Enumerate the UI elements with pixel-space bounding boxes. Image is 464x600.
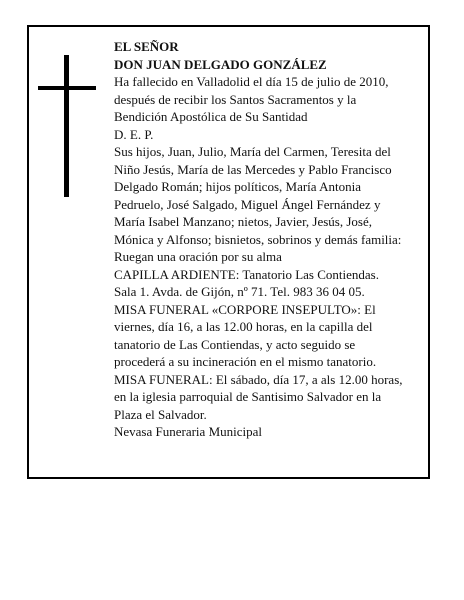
funeral-mass-line: procederá a su incineración en el mismo tanatorio. (114, 354, 377, 369)
deceased-name: DON JUAN DELGADO GONZÁLEZ (114, 56, 327, 72)
notice-line: Sus hijos, Juan, Julio, María del Carmen, Teresita del (114, 144, 391, 159)
chapel-info-line: Sala 1. Avda. de Gijón, nº 71. Tel. 983 36 04 05. (114, 284, 365, 299)
funeral-home-line: Nevasa Funeraria Municipal (114, 424, 263, 439)
chapel-info-line: CAPILLA ARDIENTE: Tanatorio Las Contiendas. (114, 266, 379, 282)
second-mass-line: Plaza el Salvador. (114, 406, 207, 422)
notice-line: después de recibir los Santos Sacramentos y la (114, 91, 357, 107)
cross-icon (64, 55, 69, 197)
notice-line: Niño Jesús, María de las Mercedes y Pablo Francisco (114, 161, 392, 177)
notice-line: Pedruelo, José Salgado, Miguel Ángel Fernández y (114, 196, 381, 212)
notice-line: Ruegan una oración por su alma (114, 249, 282, 264)
funeral-mass-line: tanatorio de Las Contiendas, y acto seguido se (114, 336, 356, 352)
cross-icon-crossbar (38, 86, 96, 90)
notice-line: Ha fallecido en Valladolid el día 15 de julio de 2010, (114, 74, 389, 89)
obituary-text (114, 38, 426, 441)
second-mass-line: MISA FUNERAL: El sábado, día 17, a als 12.00 horas, (114, 371, 403, 387)
notice-line: Mónica y Alfonso; bisnietos, sobrinos y demás familia: (114, 231, 402, 247)
notice-line: Delgado Román; hijos políticos, María Antonia (114, 179, 361, 194)
notice-line: Bendición Apostólica de Su Santidad (114, 109, 308, 124)
notice-line: María Isabel Manzano; nietos, Javier, Jesús, José, (114, 214, 372, 229)
funeral-mass-line: MISA FUNERAL «CORPORE INSEPULTO»: El (114, 301, 376, 317)
notice-heading: EL SEÑOR (114, 39, 179, 54)
funeral-mass-line: viernes, día 16, a las 12.00 horas, en la capilla del (114, 319, 373, 334)
rip-line: D. E. P. (114, 126, 154, 142)
second-mass-line: en la iglesia parroquial de Santisimo Salvador en la (114, 389, 382, 404)
